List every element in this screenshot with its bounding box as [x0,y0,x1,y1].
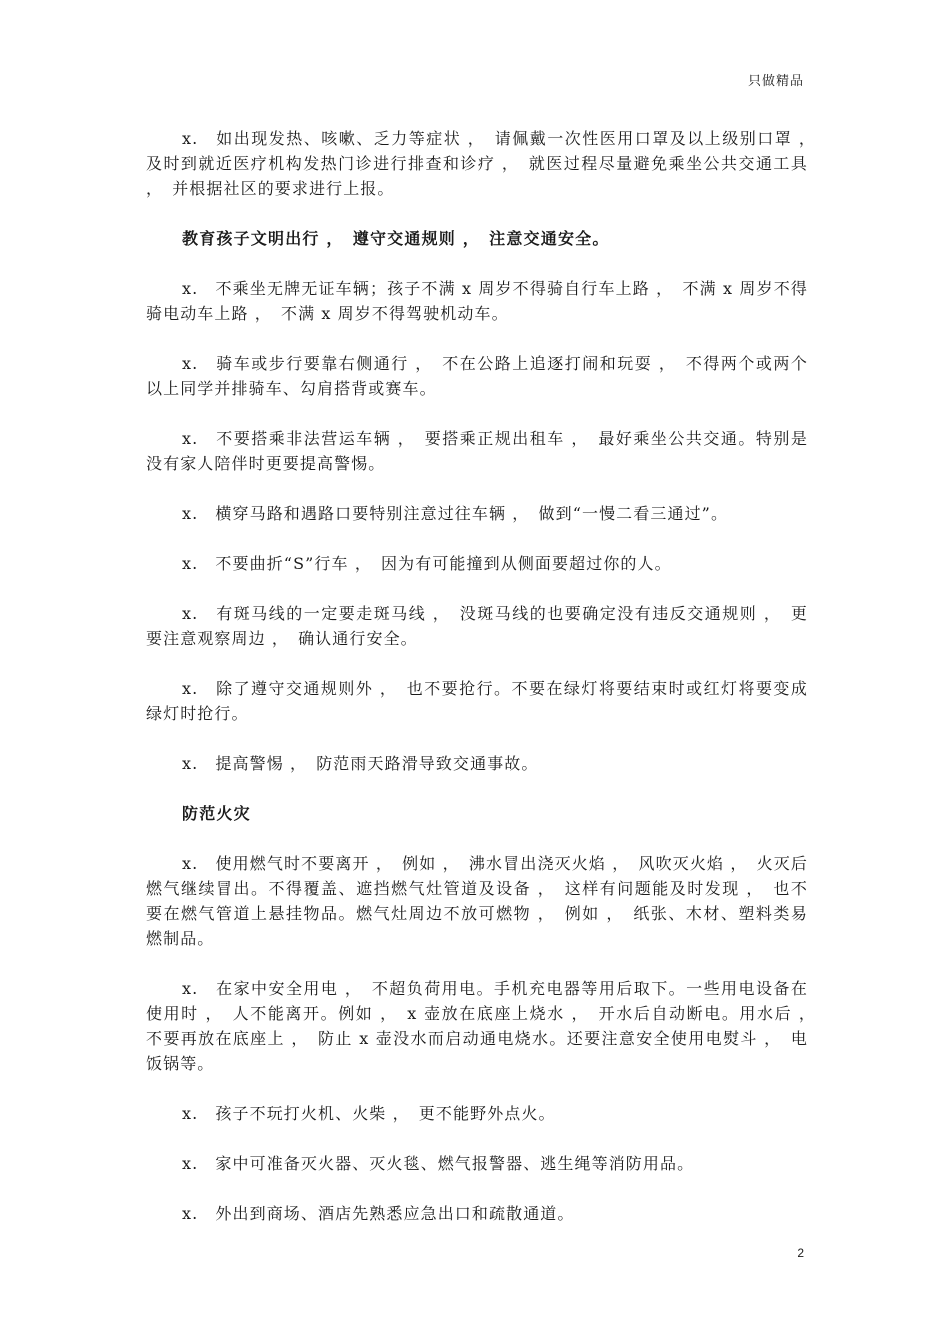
paragraph-traffic-3: x. 不要搭乘非法营运车辆 ， 要搭乘正规出租车 ， 最好乘坐公共交通。特别是没有家人陪伴时更要提高警惕。 [146,429,808,473]
paragraph-fire-2: x. 在家中安全用电 ， 不超负荷用电。手机充电器等用后取下。一些用电设备在使用时 ， 人不能离开。例如 ， x 壶放在底座上烧水 ， 开水后自动断电。用水后 ， 不要再放在底座上 ， 防止 x 壶没水而启动通电烧水。还要注意安全使用电熨斗 ， 电饭锅等。 [146,979,826,1073]
paragraph-fire-1: x. 使用燃气时不要离开 ， 例如 ， 沸水冒出浇灭火焰 ， 风吹灭火焰 ， 火灭后燃气继续冒出。不得覆盖、遮挡燃气灶管道及设备 ， 这样有问题能及时发现 ， 也不要在燃气管道上悬挂物品。燃气灶周边不放可燃物 ， 例如 ， 纸张、木材、塑料类易燃制品。 [146,854,808,948]
section-heading-traffic: 教育孩子文明出行 ， 遵守交通规则 ， 注意交通安全。 [182,229,610,248]
page-header: 只做精品 [747,74,804,89]
document-body [146,126,826,1251]
paragraph-traffic-1: x. 不乘坐无牌无证车辆；孩子不满 x 周岁不得骑自行车上路 ， 不满 x 周岁不得骑电动车上路 ， 不满 x 周岁不得驾驶机动车。 [146,279,808,323]
paragraph-traffic-7: x. 除了遵守交通规则外 ， 也不要抢行。不要在绿灯将要结束时或红灯将要变成绿灯时抢行。 [146,679,808,723]
paragraph-traffic-5: x. 不要曲折“S”行车 ， 因为有可能撞到从侧面要超过你的人。 [182,554,672,573]
paragraph-traffic-2: x. 骑车或步行要靠右侧通行 ， 不在公路上追逐打闹和玩耍 ， 不得两个或两个以上同学并排骑车、勾肩搭背或赛车。 [146,354,808,398]
paragraph-fire-4: x. 家中可准备灭火器、灭火毯、燃气报警器、逃生绳等消防用品。 [182,1154,695,1173]
paragraph-traffic-6: x. 有斑马线的一定要走斑马线 ， 没斑马线的也要确定没有违反交通规则 ， 更要注意观察周边 ， 确认通行安全。 [146,604,808,648]
paragraph-traffic-8: x. 提高警惕 ， 防范雨天路滑导致交通事故。 [182,754,539,773]
page-number: 2 [797,1246,804,1260]
section-heading-fire: 防范火灾 [182,804,251,823]
paragraph-fire-5: x. 外出到商场、酒店先熟悉应急出口和疏散通道。 [182,1204,575,1223]
paragraph-fever-advice: x. 如出现发热、咳嗽、乏力等症状 ， 请佩戴一次性医用口罩及以上级别口罩 ， 及时到就近医疗机构发热门诊进行排查和诊疗 ， 就医过程尽量避免乘坐公共交通工具 ， 并根据社区的要求进行上报。 [146,129,826,198]
paragraph-fire-3: x. 孩子不玩打火机、火柴 ， 更不能野外点火。 [182,1104,556,1123]
paragraph-traffic-4: x. 横穿马路和遇路口要特别注意过往车辆 ， 做到“一慢二看三通过”。 [182,504,729,523]
